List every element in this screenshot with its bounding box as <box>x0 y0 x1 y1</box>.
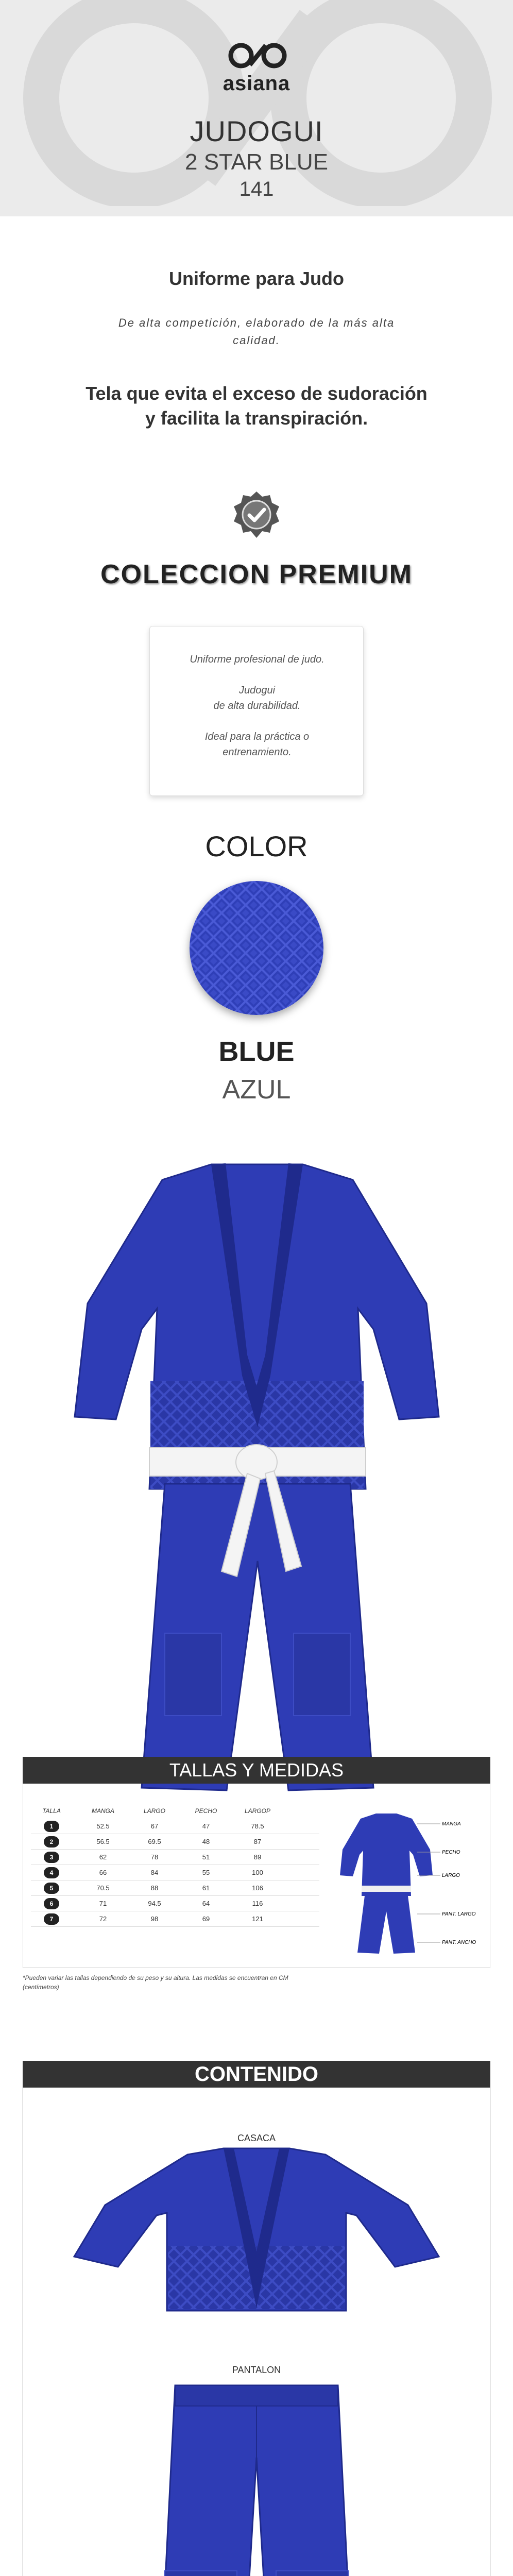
table-cell: 78.5 <box>251 1822 264 1830</box>
table-cell: 69 <box>202 1915 210 1923</box>
jacket-image <box>69 2143 444 2313</box>
table-cell: 52.5 <box>96 1822 110 1830</box>
header-cell: LARGOP <box>244 1807 270 1815</box>
size-note: *Pueden variar las tallas dependiendo de su peso y su altura. Las medidas se encuentran en CM (centímetros) <box>23 1974 288 1991</box>
measure-label: PANT. ANCHO <box>442 1940 476 1945</box>
table-cell: 47 <box>202 1822 210 1830</box>
contents-title: CONTENIDO <box>23 2061 490 2088</box>
premium-check-icon <box>231 489 282 541</box>
intro-subtitle: Uniforme para Judo <box>168 268 345 289</box>
table-row <box>31 1819 319 1834</box>
header-cell: LARGO <box>143 1807 165 1815</box>
table-cell: 56.5 <box>96 1838 110 1845</box>
table-cell: 106 <box>252 1884 263 1892</box>
table-cell: 66 <box>99 1869 107 1876</box>
pantalon-label: PANTALON <box>232 2365 281 2375</box>
table-row <box>31 1896 319 1911</box>
size-badge: 2 <box>44 1836 59 1848</box>
table-cell: 89 <box>253 1853 262 1861</box>
size-table <box>31 1803 319 1927</box>
color-name: BLUE <box>218 1036 295 1067</box>
info-line-1: Uniforme profesional de judo. <box>190 654 324 665</box>
pants-image <box>155 2375 358 2576</box>
measure-label: PECHO <box>442 1850 460 1855</box>
table-cell: 64 <box>202 1900 210 1907</box>
table-row <box>31 1850 319 1865</box>
info-line-4: Ideal para la práctica o <box>204 731 310 742</box>
table-cell: 69.5 <box>148 1838 161 1845</box>
header-cell: PECHO <box>195 1807 217 1815</box>
table-cell: 48 <box>202 1838 210 1845</box>
info-line-2: Judogui <box>238 685 276 696</box>
product-model: 2 STAR BLUE <box>185 149 328 175</box>
table-cell: 84 <box>150 1869 159 1876</box>
color-swatch <box>190 881 323 1015</box>
size-badge: 6 <box>44 1898 59 1909</box>
table-cell: 61 <box>202 1884 210 1892</box>
measure-label: MANGA <box>442 1821 461 1827</box>
table-cell: 87 <box>253 1838 262 1845</box>
table-row <box>31 1865 319 1880</box>
size-chart-title: TALLAS Y MEDIDAS <box>23 1757 490 1784</box>
measure-label: PANT. LARGO <box>442 1911 476 1917</box>
size-badge: 7 <box>44 1913 59 1925</box>
fabric-texture-icon <box>190 881 323 1015</box>
brand-name: asiana <box>223 72 290 95</box>
table-row <box>31 1880 319 1896</box>
judogi-front-image <box>72 1159 441 1798</box>
size-badge: 1 <box>44 1821 59 1832</box>
table-cell: 62 <box>99 1853 107 1861</box>
table-cell: 94.5 <box>148 1900 161 1907</box>
product-code: 141 <box>239 178 274 200</box>
color-name-es: AZUL <box>222 1075 291 1105</box>
size-badge: 3 <box>44 1852 59 1863</box>
header-cell: MANGA <box>91 1807 114 1815</box>
measure-label: LARGO <box>442 1873 460 1878</box>
color-title: COLOR <box>205 830 308 862</box>
intro-tagline: De alta competición, elaborado de la más alta calidad. <box>118 316 395 347</box>
table-header-row <box>31 1803 319 1819</box>
table-cell: 100 <box>252 1869 263 1876</box>
table-cell: 51 <box>202 1853 210 1861</box>
intro-feature: Tela que evita el exceso de sudoración y facilita la transpiración. <box>86 383 427 429</box>
brand-watermark-icon <box>15 0 500 206</box>
table-cell: 98 <box>150 1915 159 1923</box>
casaca-label: CASACA <box>237 2133 276 2143</box>
table-cell: 78 <box>150 1853 159 1861</box>
table-row <box>31 1834 319 1850</box>
size-badge: 4 <box>44 1867 59 1878</box>
brand-logo-icon <box>221 40 294 71</box>
info-card <box>149 626 364 796</box>
info-line-5: entrenamiento. <box>223 747 292 758</box>
size-badge: 5 <box>44 1883 59 1894</box>
table-cell: 121 <box>252 1915 263 1923</box>
info-line-3: de alta durabilidad. <box>213 700 301 711</box>
table-cell: 55 <box>202 1869 210 1876</box>
table-cell: 116 <box>252 1900 263 1907</box>
premium-title: COLECCION PREMIUM <box>100 560 413 589</box>
table-cell: 72 <box>99 1915 107 1923</box>
table-cell: 88 <box>150 1884 159 1892</box>
product-title: JUDOGUI <box>190 115 323 147</box>
measurement-diagram <box>340 1803 479 1958</box>
table-cell: 67 <box>150 1822 159 1830</box>
table-cell: 71 <box>99 1900 107 1907</box>
table-cell: 70.5 <box>96 1884 110 1892</box>
table-row <box>31 1911 319 1927</box>
header-cell: TALLA <box>42 1807 61 1815</box>
